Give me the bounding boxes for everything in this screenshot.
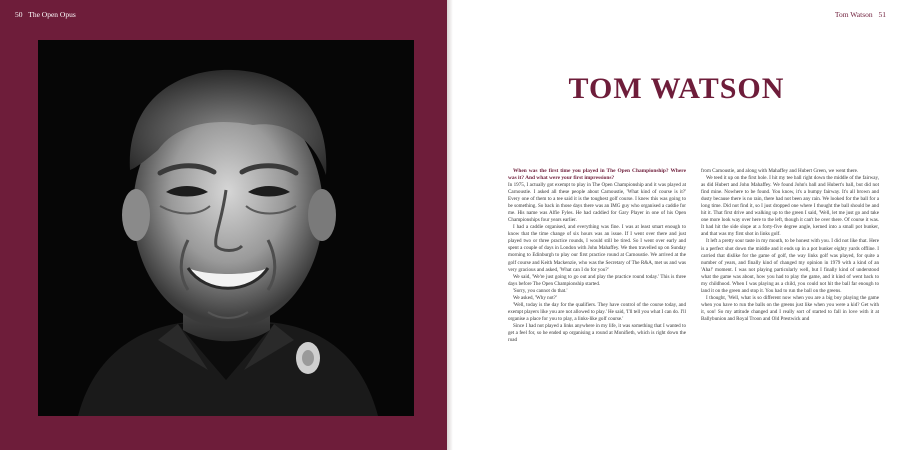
right-page-header <box>835 10 886 19</box>
paragraph: We asked, 'Why not?' <box>513 294 557 301</box>
portrait-photo <box>38 40 414 416</box>
paragraph: I thought, 'Well, what is so different now when you are a big boy playing the game when you have to run the balls on the greens just like when you were a kid? Get with it, son! So my attitude changed and I really sort of started to fall in love with it at Ballybunion and Royal Troon and Old Prestwick and <box>701 294 879 322</box>
left-page <box>0 0 447 450</box>
article-column-2 <box>701 168 879 323</box>
paragraph: from Carnoustie, and along with Mahaffey and Hubert Green, we went there. <box>701 168 859 174</box>
interview-question: When was the first time you played in The Open Championship? Where was it? And what were your first impressions? <box>508 168 686 181</box>
paragraph: 'Sorry, you cannot do that.' <box>513 287 568 294</box>
paragraph: In 1975, I actually got exempt to play in The Open Championship and it was played at Carnoustie. I asked all these people about Carnoustie, 'What kind of course is it?' Every one of them to a tee said it is the toughest golf course. I knew this was going to be something. So back in those days there was an IMG guy who organised a caddie for me. His name was Alfie Fyles. He had caddied for Gary Player in one of his Open Championships four years earlier. <box>508 182 686 224</box>
left-running-head: The Open Opus <box>28 10 76 19</box>
paragraph: I had a caddie organised, and everything was fine. I was at least smart enough to know that the time change of six hours was an issue. If I went over there and just played two or three practice rounds, I would still be tired. So I went over early and spent a couple of days in London with John Mahaffey. We then travelled up on Sunday morning to Edinburgh to play our first practice round at Carnoustie. We arrived at the golf course and Keith Mackenzie, who was the Secretary of The R&A, met us and was very gracious and asked, 'What can I do for you?' <box>508 224 686 273</box>
paragraph: We teed it up on the first hole. I hit my tee ball right down the middle of the fairway, as did Hubert and John Mahaffey. We found John's ball and Hubert's ball, but did not find mine. Nowhere to be found. You know, it's a bumpy fairway. It's all brown and dusty because there is no rain, there had not been any rain. We looked for the ball for a long time. Did not find it, so I just dropped one where I thought the ball should be and hit it. That first drive and walking up to the green I said, 'Well, let me just go and take one more look way over here to the left, though it can't be over there. Of course it was. It had hit the side slope at a forty-five degree angle, kerned into a small pot bunker, and that was my first shot in links golf. <box>701 175 879 238</box>
right-running-head: Tom Watson <box>834 10 873 19</box>
paragraph: We said, 'We're just going to go out and play the practice round today.' This is three days before The Open Championship started. <box>508 273 686 287</box>
article-column-1 <box>508 168 686 344</box>
left-page-number: 50 <box>15 10 23 19</box>
article-title: TOM WATSON <box>568 72 785 105</box>
right-page-number: 51 <box>878 10 886 19</box>
right-page <box>453 0 900 450</box>
portrait-illustration <box>38 40 414 416</box>
paragraph: 'Well, today is the day for the qualifiers. They have control of the course today, and exempt players like you are not allowed to play.' He said, 'I'll tell you what I can do. I'll organise a place for you to play, a links-like golf course.' <box>508 301 686 322</box>
paragraph: Since I had not played a links anywhere in my life, it was something that I wanted to get a feel for, so he ended up organising a round at Monifieth, which is right down the road <box>508 322 686 344</box>
paragraph: It left a pretty sour taste in my mouth, to be honest with you. I did not like that. Here is a perfect shot down the middle and it ends up in a pot bunker eighty yards offline. I carried that dislike for the game of golf, the way links golf was played, for quite a number of years, and finally kind of changed my opinion in 1979 with a kind of an 'Aha!' moment. I was not playing particularly well, but I finally kind of understood what the game was about, how you had to play the game, and it kind of went back to my childhood. When I was playing as a child, you could not hit the ball far enough to land it on the green and stop it. You had to run the ball on the greens. <box>701 238 879 294</box>
left-page-header <box>15 10 76 19</box>
